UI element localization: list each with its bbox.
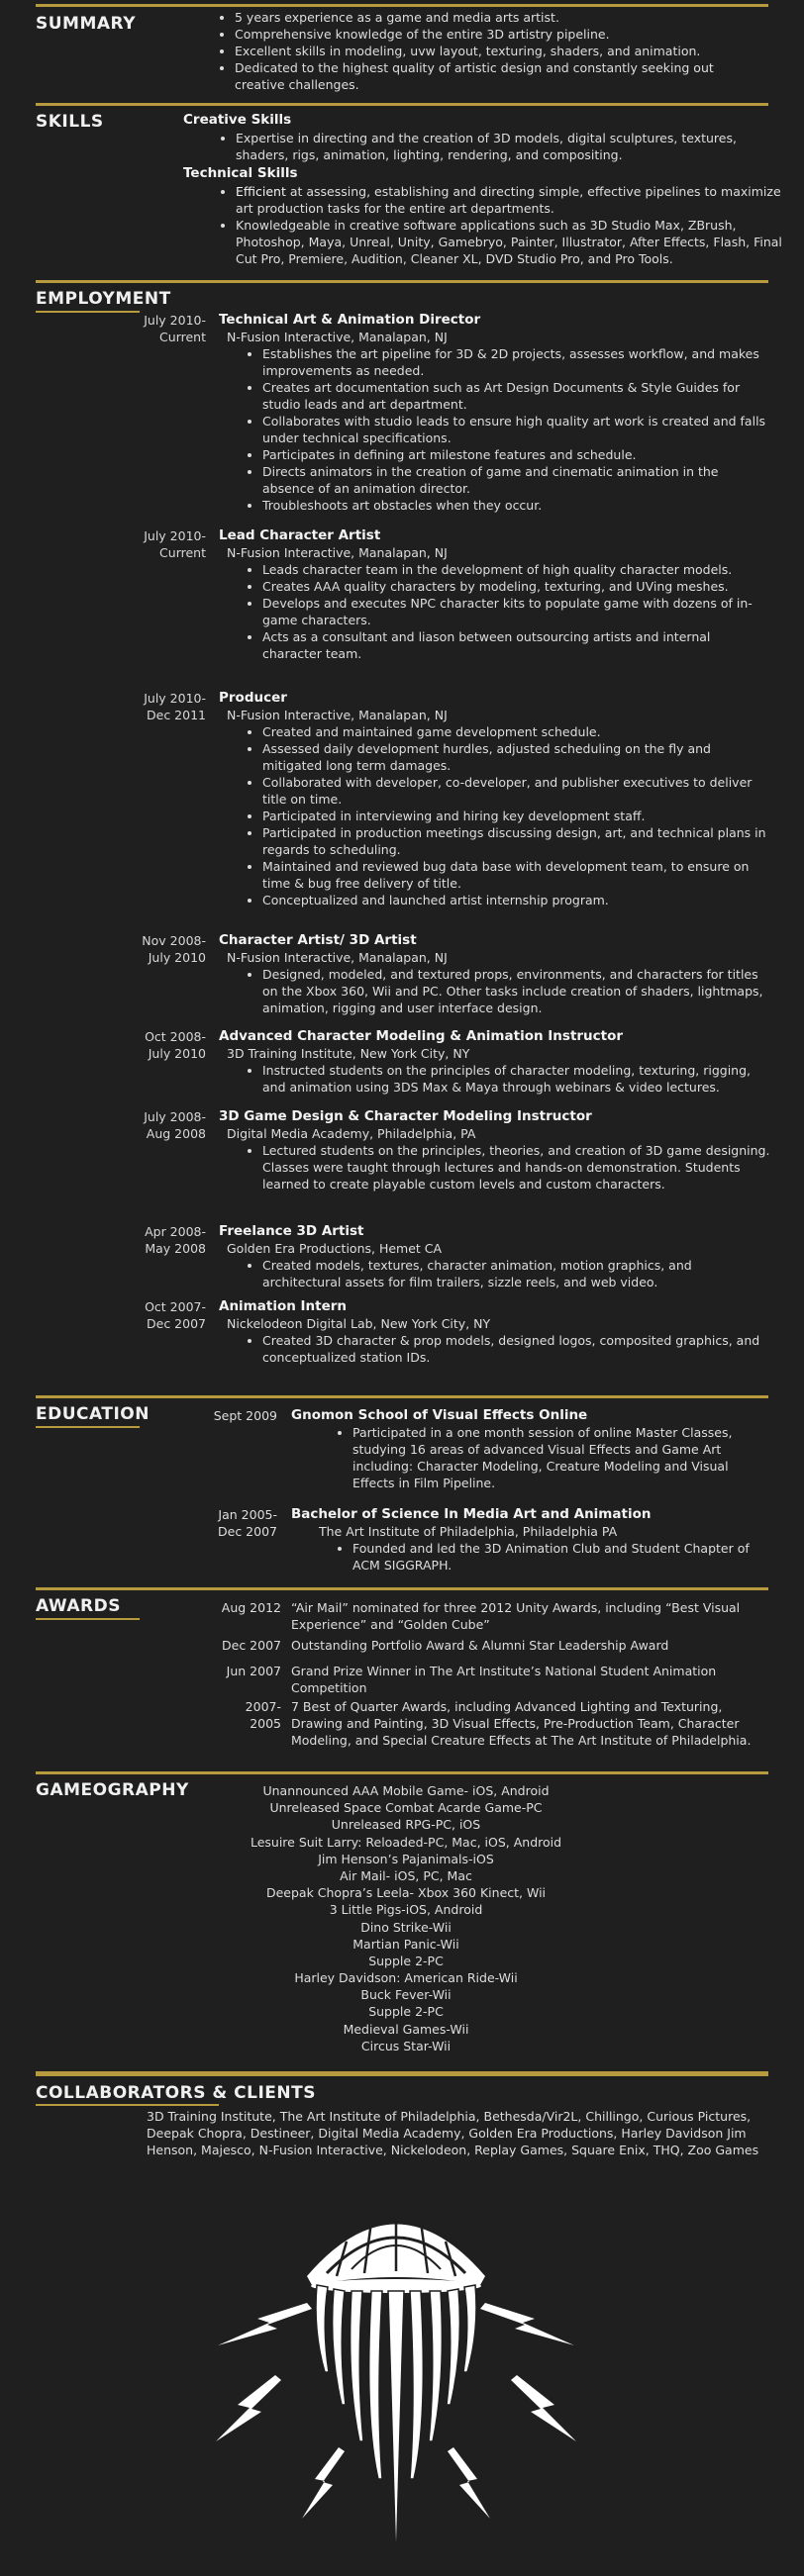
job-company: 3D Training Institute, New York City, NY	[227, 1046, 470, 1061]
job-duty: • Collaborated with developer, co-developer, and publisher executives to deliver title on time.	[262, 774, 773, 808]
job-duties-list	[219, 1062, 773, 1096]
technical-skill-lead: Efficient	[236, 184, 286, 199]
job-duty: • Collaborates with studio leads to ensure high quality art work is created and falls under technical specifications.	[262, 413, 773, 446]
job-company: N-Fusion Interactive, Manalapan, NJ	[227, 708, 448, 722]
job-entry	[219, 1298, 773, 1366]
technical-skill-item	[236, 183, 786, 217]
section-rule	[36, 280, 768, 283]
job-title: Character Artist/ 3D Artist	[219, 932, 417, 948]
job-duties-list	[219, 1257, 773, 1290]
job-entry	[219, 312, 773, 514]
education-date: Sept 2009	[213, 1408, 277, 1423]
section-title-summary: SUMMARY	[36, 14, 137, 34]
game-item: Unreleased Space Combat Acarde Game-PC	[269, 1800, 543, 1816]
game-item: Unannounced AAA Mobile Game- iOS, Android	[262, 1783, 550, 1798]
game-item: 3 Little Pigs-iOS, Android	[329, 1902, 483, 1918]
game-item: Dino Strike-Wii	[360, 1919, 452, 1935]
job-date: July 2008- Aug 2008	[144, 1109, 206, 1141]
education-detail: • Founded and led the 3D Animation Club and Student Chapter of ACM SIGGRAPH.	[352, 1540, 766, 1574]
education-school: The Art Institute of Philadelphia, Philadelphia PA	[319, 1524, 618, 1539]
job-date: Nov 2008- July 2010	[142, 933, 206, 965]
job-date: July 2010- Current	[144, 313, 206, 344]
game-item: Harley Davidson: American Ride-Wii	[294, 1970, 518, 1986]
section-rule	[36, 1395, 768, 1398]
section-rule	[36, 311, 140, 313]
job-duty: • Troubleshoots art obstacles when they occur.	[262, 497, 773, 514]
game-item: Supple 2-PC	[368, 1953, 444, 1968]
job-duty: • Created 3D character & prop models, designed logos, composited graphics, and conceptualized station IDs.	[262, 1332, 773, 1366]
top-rule	[36, 4, 768, 7]
section-rule	[36, 1771, 768, 1774]
creative-skills-list	[218, 130, 775, 163]
education-detail: • Participated in a one month session of online Master Classes, studying 16 areas of advanced Visual Effects and Game Art including: Character Modeling, Creature Modeling and Visual Effects in Film Pipeline.	[352, 1424, 766, 1491]
job-duties-list	[219, 966, 773, 1016]
job-title: Lead Character Artist	[219, 527, 381, 543]
award-text: 7 Best of Quarter Awards, including Advanced Lighting and Texturing, Drawing and Painting, 3D Visual Effects, Pre-Production Team, Character Modeling, and Special Creature Effects at The Art Institute of Philadelphia.	[291, 1699, 752, 1748]
game-item: Unreleased RPG-PC, iOS	[331, 1817, 481, 1833]
game-item: Medieval Games-Wii	[343, 2021, 469, 2037]
award-date: Jun 2007	[226, 1664, 281, 1678]
game-item: Deepak Chopra’s Leela- Xbox 360 Kinect, Wii	[265, 1885, 547, 1901]
game-item: Buck Fever-Wii	[360, 1987, 452, 2003]
gameography-list	[198, 1782, 614, 2054]
education-degree: Bachelor of Science In Media Art and Animation	[291, 1506, 652, 1522]
job-company: Nickelodeon Digital Lab, New York City, NY	[227, 1316, 491, 1331]
section-title-employment: EMPLOYMENT	[36, 289, 171, 309]
award-text: Grand Prize Winner in The Art Institute’s National Student Animation Competition	[291, 1664, 717, 1695]
section-title-education: EDUCATION	[36, 1404, 150, 1424]
job-duty: • Assessed daily development hurdles, adjusted scheduling on the fly and mitigated long term damages.	[262, 740, 773, 774]
summary-item: • Dedicated to the highest quality of artistic design and constantly seeking out creative challenges.	[235, 59, 720, 93]
award-date: Dec 2007	[222, 1638, 281, 1653]
job-duty: • Leads character team in the development of high quality character models.	[262, 561, 773, 578]
job-title: 3D Game Design & Character Modeling Instructor	[219, 1108, 592, 1124]
section-title-gameography: GAMEOGRAPHY	[36, 1780, 189, 1800]
technical-skill-rest: at assessing, establishing and directing simple, effective pipelines to maximize art production tasks for the entire art departments.	[236, 184, 781, 216]
job-duty: • Creates AAA quality characters by modeling, texturing, and UVing meshes.	[262, 578, 773, 595]
education-entry	[291, 1407, 766, 1491]
section-rule	[36, 103, 768, 106]
summary-item: • 5 years experience as a game and media arts artist.	[235, 9, 720, 26]
section-rule	[36, 1426, 140, 1428]
job-duty: • Created models, textures, character animation, motion graphics, and architectural assets for film trailers, sizzle reels, and web video.	[262, 1257, 773, 1290]
job-duty: • Lectured students on the principles, theories, and creation of 3D game designing. Classes were taught through lectures and hands-on demonstration. Students learned to create playable custom levels and custom characters.	[262, 1142, 773, 1193]
job-company: Golden Era Productions, Hemet CA	[227, 1241, 443, 1256]
job-duty: • Conceptualized and launched artist internship program.	[262, 892, 773, 908]
skills-technical-title: Technical Skills	[183, 165, 298, 181]
section-rule	[36, 2104, 219, 2106]
job-duties-list	[219, 345, 773, 514]
job-entry	[219, 690, 773, 908]
job-duties-list	[219, 1332, 773, 1366]
job-date: July 2010- Current	[144, 528, 206, 560]
job-title: Animation Intern	[219, 1298, 348, 1314]
job-duty: • Develops and executes NPC character kits to populate game with dozens of in-game characters.	[262, 595, 773, 628]
game-item: Air Mail- iOS, PC, Mac	[340, 1867, 472, 1883]
job-title: Advanced Character Modeling & Animation Instructor	[219, 1028, 624, 1044]
skills-creative-title: Creative Skills	[183, 112, 292, 128]
job-duty: • Establishes the art pipeline for 3D & 2D projects, assesses workflow, and makes improvements as needed.	[262, 345, 773, 379]
job-company: N-Fusion Interactive, Manalapan, NJ	[227, 545, 448, 560]
job-company: N-Fusion Interactive, Manalapan, NJ	[227, 950, 448, 965]
job-duty: • Designed, modeled, and textured props, environments, and characters for titles on the Xbox 360, Wii and PC. Other tasks include creation of shaders, lightmaps, animation, rigging and user interface design.	[262, 966, 773, 1016]
game-item: Lesuire Suit Larry: Reloaded-PC, Mac, iOS, Android	[250, 1834, 562, 1850]
job-title: Freelance 3D Artist	[219, 1223, 364, 1239]
education-date: Jan 2005- Dec 2007	[218, 1507, 277, 1539]
job-entry	[219, 1223, 773, 1290]
job-duty: • Participated in production meetings discussing design, art, and technical plans in regards to scheduling.	[262, 824, 773, 858]
award-text: Outstanding Portfolio Award & Alumni Star Leadership Award	[291, 1638, 669, 1653]
job-entry	[219, 527, 773, 662]
technical-skill-item: • Knowledgeable in creative software applications such as 3D Studio Max, ZBrush, Photoshop, Maya, Unreal, Unity, Gamebryo, Painter, Illustrator, After Effects, Flash, Final Cut Pro, Premiere, Audition, Cleaner XL, DVD Studio Pro, and Pro Tools.	[236, 217, 786, 267]
job-duty: • Instructed students on the principles of character modeling, texturing, rigging, and animation using 3DS Max & Maya through webinars & video lectures.	[262, 1062, 773, 1096]
game-item: Circus Star-Wii	[360, 2038, 452, 2053]
jellyfish-tentacles	[316, 2285, 476, 2568]
creative-skill-item: • Expertise in directing and the creation of 3D models, digital sculptures, textures, shaders, rigs, animation, lighting, rendering, and compositing.	[236, 130, 775, 163]
game-item: Supple 2-PC	[368, 2004, 444, 2020]
game-item: Martian Panic-Wii	[352, 1936, 459, 1952]
award-text: “Air Mail” nominated for three 2012 Unity Awards, including “Best Visual Experience” and “Golden Cube”	[291, 1600, 741, 1632]
award-date: 2007- 2005	[245, 1699, 281, 1731]
job-date: Oct 2008- July 2010	[145, 1029, 206, 1061]
job-title: Technical Art & Animation Director	[219, 312, 481, 328]
summary-list	[217, 9, 720, 93]
game-item: Jim Henson’s Pajanimals-iOS	[318, 1851, 494, 1866]
job-date: Oct 2007- Dec 2007	[145, 1299, 206, 1331]
jellyfish-lightning-logo	[198, 2182, 594, 2573]
education-school: Gnomon School of Visual Effects Online	[291, 1407, 588, 1423]
job-date: Apr 2008- May 2008	[145, 1224, 206, 1256]
collaborators-text: 3D Training Institute, The Art Institute of Philadelphia, Bethesda/Vir2L, Chillingo, Curious Pictures, Deepak Chopra, Destineer, Digital Media Academy, Golden Era Productions, Harley Davidson Jim Henson, Majesco, N-Fusion Interactive, Nickelodeon, Replay Games, Square Enix, THQ, Zoo Games	[147, 2109, 759, 2157]
education-detail-list	[291, 1540, 766, 1574]
education-entry	[291, 1506, 766, 1574]
job-duty: • Created and maintained game development schedule.	[262, 723, 773, 740]
summary-item: • Comprehensive knowledge of the entire 3D artistry pipeline.	[235, 26, 720, 43]
award-date: Aug 2012	[221, 1600, 281, 1615]
section-rule	[36, 1618, 140, 1620]
job-company: N-Fusion Interactive, Manalapan, NJ	[227, 330, 448, 344]
job-duty: • Maintained and reviewed bug data base with development team, to ensure on time & bug free delivery of title.	[262, 858, 773, 892]
job-entry	[219, 1028, 773, 1096]
job-date: July 2010- Dec 2011	[144, 691, 206, 722]
job-duties-list	[219, 723, 773, 908]
summary-item: • Excellent skills in modeling, uvw layout, texturing, shaders, and animation.	[235, 43, 720, 59]
job-title: Producer	[219, 690, 287, 706]
job-entry	[219, 932, 773, 1016]
section-title-collaborators: COLLABORATORS & CLIENTS	[36, 2083, 316, 2103]
section-title-awards: AWARDS	[36, 1596, 121, 1616]
job-duty: • Participates in defining art milestone features and schedule.	[262, 446, 773, 463]
job-duties-list	[219, 561, 773, 662]
section-rule	[36, 1587, 768, 1590]
job-entry	[219, 1108, 773, 1193]
technical-skills-list	[218, 183, 786, 267]
section-rule	[36, 2071, 768, 2076]
job-company: Digital Media Academy, Philadelphia, PA	[227, 1126, 476, 1141]
job-duties-list	[219, 1142, 773, 1193]
job-duty: • Creates art documentation such as Art Design Documents & Style Guides for studio leads and art department.	[262, 379, 773, 413]
section-title-skills: SKILLS	[36, 112, 104, 132]
job-duty: • Participated in interviewing and hiring key development staff.	[262, 808, 773, 824]
job-duty: • Directs animators in the creation of game and cinematic animation in the absence of an animation director.	[262, 463, 773, 497]
job-duty: • Acts as a consultant and liason between outsourcing artists and internal character team.	[262, 628, 773, 662]
education-detail-list	[291, 1424, 766, 1491]
